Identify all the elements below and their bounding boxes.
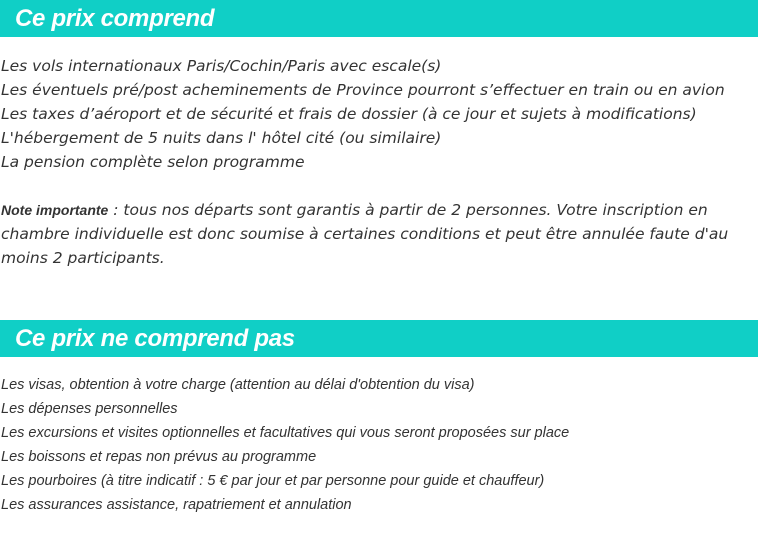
- section-included-title: Ce prix comprend: [0, 0, 758, 37]
- list-item: Les vols internationaux Paris/Cochin/Paris avec escale(s): [1, 57, 442, 75]
- section-excluded-title: Ce prix ne comprend pas: [0, 320, 758, 357]
- list-item: Les éventuels pré/post acheminements de Province pourront s’effectuer en train ou en avion: [1, 81, 725, 99]
- note-text: : tous nos départs sont garantis à partir de 2 personnes. Votre inscription en chambre individuelle est donc soumise à certaines conditions et peut être annulée faute d'au moins 2 participants.: [1, 201, 729, 267]
- list-item: Les boissons et repas non prévus au programme: [1, 449, 317, 465]
- list-item: L'hébergement de 5 nuits dans l' hôtel cité (ou similaire): [1, 129, 442, 147]
- list-item: Les assurances assistance, rapatriement et annulation: [1, 497, 352, 513]
- list-item: La pension complète selon programme: [1, 153, 305, 171]
- list-item: Les excursions et visites optionnelles et facultatives qui vous seront proposées sur place: [1, 425, 570, 441]
- included-list: [1, 54, 758, 174]
- list-item: Les taxes d’aéroport et de sécurité et frais de dossier (à ce jour et sujets à modifications): [1, 105, 697, 123]
- note-label: Note importante: [1, 202, 109, 218]
- list-item: Les dépenses personnelles: [1, 401, 178, 417]
- list-item: Les pourboires (à titre indicatif : 5 € par jour et par personne pour guide et chauffeur): [1, 473, 545, 489]
- list-item: Les visas, obtention à votre charge (attention au délai d'obtention du visa): [1, 377, 475, 393]
- excluded-list: [1, 373, 758, 517]
- important-note: [1, 198, 755, 270]
